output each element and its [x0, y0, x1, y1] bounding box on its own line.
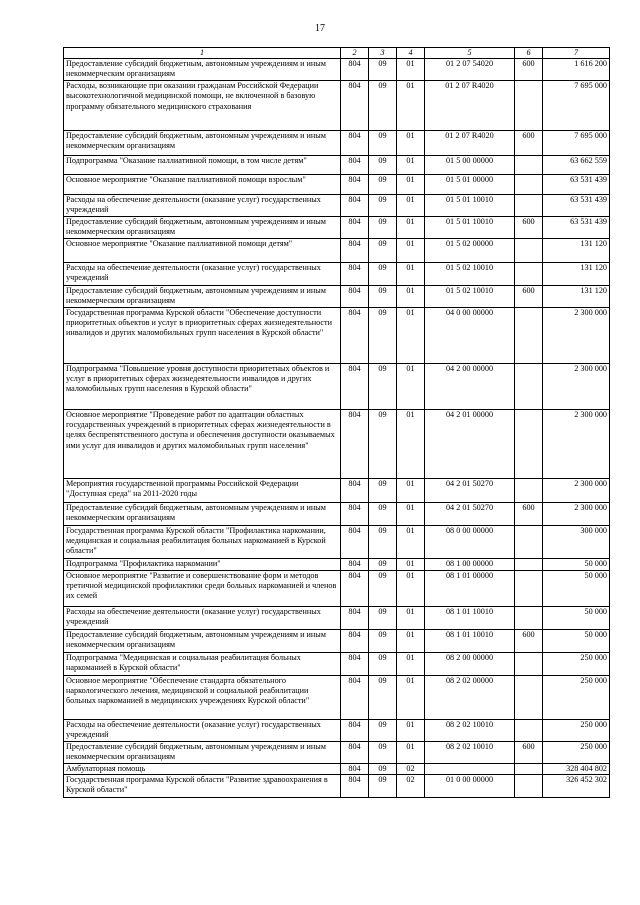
table-row — [64, 59, 610, 81]
column-header: 6 — [515, 48, 543, 59]
row-subsection: 01 — [397, 409, 425, 478]
row-ministry-code: 804 — [341, 719, 369, 741]
row-name: Предоставление субсидий бюджетным, автономным учреждениям и иным некоммерческим организациям — [64, 216, 341, 238]
row-ministry-code: 804 — [341, 174, 369, 194]
row-subsection: 01 — [397, 502, 425, 525]
row-subsection: 01 — [397, 285, 425, 307]
row-subsection: 01 — [397, 675, 425, 719]
row-section: 09 — [369, 59, 397, 81]
row-target-code — [425, 763, 515, 774]
row-ministry-code: 804 — [341, 558, 369, 570]
row-subsection: 01 — [397, 525, 425, 558]
row-expense-type — [515, 478, 543, 502]
row-amount: 63 662 559 — [543, 155, 610, 174]
row-name: Расходы на обеспечение деятельности (оказание услуг) государственных учреждений — [64, 262, 341, 285]
row-expense-type — [515, 570, 543, 606]
budget-table — [63, 47, 610, 798]
row-section: 09 — [369, 570, 397, 606]
row-section: 09 — [369, 502, 397, 525]
row-ministry-code: 804 — [341, 238, 369, 262]
table-row — [64, 262, 610, 285]
row-name: Основное мероприятие "Обеспечение стандарта обязательного наркологического лечения, медицинской и социальной реабилитации больных наркоманией в медицинских учреждениях Курской области" — [64, 675, 341, 719]
column-header: 1 — [64, 48, 341, 59]
table-row — [64, 763, 610, 774]
row-expense-type — [515, 194, 543, 216]
table-row — [64, 675, 610, 719]
row-target-code: 08 1 00 00000 — [425, 558, 515, 570]
row-expense-type — [515, 174, 543, 194]
row-amount: 131 120 — [543, 262, 610, 285]
row-section: 09 — [369, 719, 397, 741]
row-name: Государственная программа Курской области "Профилактика наркомании, медицинская и социальная реабилитация больных наркоманией в Курской области" — [64, 525, 341, 558]
row-ministry-code: 804 — [341, 216, 369, 238]
row-subsection: 01 — [397, 606, 425, 629]
row-expense-type — [515, 363, 543, 409]
row-name: Подпрограмма "Повышение уровня доступности приоритетных объектов и услуг в приоритетных сферах жизнедеятельности инвалидов и других маломобильных групп населения в Курской области" — [64, 363, 341, 409]
row-name: Предоставление субсидий бюджетным, автономным учреждениям и иным некоммерческим организациям — [64, 629, 341, 652]
row-expense-type — [515, 652, 543, 675]
row-target-code: 01 2 07 54020 — [425, 59, 515, 81]
row-ministry-code: 804 — [341, 130, 369, 155]
row-subsection: 01 — [397, 719, 425, 741]
row-target-code: 04 2 01 00000 — [425, 409, 515, 478]
table-row — [64, 409, 610, 478]
page-number: 17 — [315, 23, 325, 34]
row-amount: 250 000 — [543, 675, 610, 719]
row-amount: 7 695 000 — [543, 80, 610, 130]
row-name: Предоставление субсидий бюджетным, автономным учреждениям и иным некоммерческим организациям — [64, 502, 341, 525]
row-subsection: 01 — [397, 629, 425, 652]
row-ministry-code: 804 — [341, 763, 369, 774]
row-name: Расходы на обеспечение деятельности (оказание услуг) государственных учреждений — [64, 194, 341, 216]
row-target-code: 04 2 01 50270 — [425, 478, 515, 502]
row-ministry-code: 804 — [341, 478, 369, 502]
row-ministry-code: 804 — [341, 194, 369, 216]
row-subsection: 02 — [397, 763, 425, 774]
row-target-code: 01 2 07 R4020 — [425, 80, 515, 130]
row-amount: 2 300 000 — [543, 478, 610, 502]
table-row — [64, 238, 610, 262]
row-amount: 131 120 — [543, 285, 610, 307]
row-expense-type: 600 — [515, 130, 543, 155]
row-target-code: 04 2 01 50270 — [425, 502, 515, 525]
row-amount: 50 000 — [543, 558, 610, 570]
row-section: 09 — [369, 194, 397, 216]
row-name: Основное мероприятие "Проведение работ по адаптации областных государственных учреждений в приоритетных сферах жизнедеятельности в целях беспрепятственного доступа и обеспечения доступности оказываемых ими услуг для инвалидов и других маломобильных групп населения" — [64, 409, 341, 478]
row-expense-type: 600 — [515, 629, 543, 652]
row-amount: 2 300 000 — [543, 307, 610, 363]
row-name: Амбулаторная помощь — [64, 763, 341, 774]
row-name: Предоставление субсидий бюджетным, автономным учреждениям и иным некоммерческим организациям — [64, 59, 341, 81]
row-subsection: 01 — [397, 155, 425, 174]
column-header: 3 — [369, 48, 397, 59]
row-target-code: 01 5 01 10010 — [425, 216, 515, 238]
row-target-code: 04 2 00 00000 — [425, 363, 515, 409]
table-row — [64, 652, 610, 675]
row-subsection: 01 — [397, 478, 425, 502]
row-name: Подпрограмма "Профилактика наркомании" — [64, 558, 341, 570]
row-target-code: 01 5 00 00000 — [425, 155, 515, 174]
row-section: 09 — [369, 763, 397, 774]
row-ministry-code: 804 — [341, 262, 369, 285]
row-name: Подпрограмма "Медицинская и социальная реабилитация больных наркоманией в Курской области" — [64, 652, 341, 675]
row-section: 09 — [369, 652, 397, 675]
row-expense-type — [515, 80, 543, 130]
row-subsection: 01 — [397, 652, 425, 675]
row-section: 09 — [369, 262, 397, 285]
table-row — [64, 570, 610, 606]
column-header: 2 — [341, 48, 369, 59]
row-section: 09 — [369, 216, 397, 238]
row-target-code: 08 1 01 10010 — [425, 629, 515, 652]
table-row — [64, 155, 610, 174]
row-expense-type — [515, 409, 543, 478]
row-subsection: 01 — [397, 130, 425, 155]
table-row — [64, 363, 610, 409]
table-row — [64, 558, 610, 570]
row-target-code: 01 5 02 10010 — [425, 285, 515, 307]
row-name: Предоставление субсидий бюджетным, автономным учреждениям и иным некоммерческим организациям — [64, 741, 341, 763]
row-name: Расходы на обеспечение деятельности (оказание услуг) государственных учреждений — [64, 606, 341, 629]
row-target-code: 08 2 02 10010 — [425, 741, 515, 763]
row-target-code: 04 0 00 00000 — [425, 307, 515, 363]
row-name: Основное мероприятие "Оказание паллиативной помощи детям" — [64, 238, 341, 262]
row-ministry-code: 804 — [341, 59, 369, 81]
row-expense-type: 600 — [515, 741, 543, 763]
row-section: 09 — [369, 155, 397, 174]
row-amount: 63 531 439 — [543, 194, 610, 216]
row-section: 09 — [369, 363, 397, 409]
row-section: 09 — [369, 525, 397, 558]
row-ministry-code: 804 — [341, 307, 369, 363]
row-subsection: 01 — [397, 174, 425, 194]
row-section: 09 — [369, 675, 397, 719]
row-amount: 50 000 — [543, 606, 610, 629]
row-ministry-code: 804 — [341, 525, 369, 558]
row-name: Расходы, возникающие при оказании гражданам Российской Федерации высокотехнологичной медицинской помощи, не включенной в базовую программу обязательного медицинского страхования — [64, 80, 341, 130]
row-expense-type — [515, 238, 543, 262]
row-name: Основное мероприятие "Оказание паллиативной помощи взрослым" — [64, 174, 341, 194]
row-subsection: 01 — [397, 558, 425, 570]
row-ministry-code: 804 — [341, 652, 369, 675]
row-amount: 63 531 439 — [543, 174, 610, 194]
table-row — [64, 775, 610, 798]
row-ministry-code: 804 — [341, 80, 369, 130]
column-header: 4 — [397, 48, 425, 59]
row-expense-type: 600 — [515, 59, 543, 81]
row-expense-type — [515, 719, 543, 741]
row-subsection: 01 — [397, 307, 425, 363]
row-ministry-code: 804 — [341, 285, 369, 307]
row-name: Основное мероприятие "Развитие и совершенствование форм и методов третичной медицинской профилактики среди больных наркоманией и членов их семей — [64, 570, 341, 606]
column-header: 5 — [425, 48, 515, 59]
row-expense-type — [515, 525, 543, 558]
row-target-code: 08 2 00 00000 — [425, 652, 515, 675]
row-amount: 250 000 — [543, 719, 610, 741]
table-row — [64, 525, 610, 558]
table-row — [64, 606, 610, 629]
row-section: 09 — [369, 174, 397, 194]
row-name: Государственная программа Курской области "Обеспечение доступности приоритетных объектов и услуг в приоритетных сферах жизнедеятельности инвалидов и других маломобильных групп населения в Курской области" — [64, 307, 341, 363]
row-target-code: 08 1 01 00000 — [425, 570, 515, 606]
row-subsection: 01 — [397, 194, 425, 216]
row-amount: 300 000 — [543, 525, 610, 558]
row-name: Предоставление субсидий бюджетным, автономным учреждениям и иным некоммерческим организациям — [64, 285, 341, 307]
row-ministry-code: 804 — [341, 502, 369, 525]
row-amount: 2 300 000 — [543, 363, 610, 409]
table-row — [64, 130, 610, 155]
row-subsection: 01 — [397, 262, 425, 285]
row-amount: 328 404 802 — [543, 763, 610, 774]
row-target-code: 01 5 01 10010 — [425, 194, 515, 216]
table-row — [64, 741, 610, 763]
row-ministry-code: 804 — [341, 155, 369, 174]
row-target-code: 01 0 00 00000 — [425, 775, 515, 798]
column-header: 7 — [543, 48, 610, 59]
row-name: Государственная программа Курской области "Развитие здравоохранения в Курской области" — [64, 775, 341, 798]
row-section: 09 — [369, 80, 397, 130]
row-subsection: 01 — [397, 216, 425, 238]
row-section: 09 — [369, 629, 397, 652]
table-row — [64, 719, 610, 741]
row-expense-type — [515, 262, 543, 285]
table-row — [64, 629, 610, 652]
row-ministry-code: 804 — [341, 409, 369, 478]
row-expense-type: 600 — [515, 285, 543, 307]
row-target-code: 08 2 02 00000 — [425, 675, 515, 719]
row-section: 09 — [369, 238, 397, 262]
row-ministry-code: 804 — [341, 675, 369, 719]
row-amount: 2 300 000 — [543, 409, 610, 478]
row-subsection: 02 — [397, 775, 425, 798]
row-amount: 50 000 — [543, 570, 610, 606]
row-subsection: 01 — [397, 80, 425, 130]
row-section: 09 — [369, 775, 397, 798]
row-amount: 131 120 — [543, 238, 610, 262]
table-row — [64, 216, 610, 238]
row-expense-type — [515, 155, 543, 174]
row-name: Мероприятия государственной программы Российской Федерации "Доступная среда" на 2011-2020 годы — [64, 478, 341, 502]
row-subsection: 01 — [397, 363, 425, 409]
row-expense-type — [515, 775, 543, 798]
row-expense-type — [515, 606, 543, 629]
row-amount: 250 000 — [543, 741, 610, 763]
row-expense-type — [515, 675, 543, 719]
row-expense-type — [515, 558, 543, 570]
row-section: 09 — [369, 307, 397, 363]
row-target-code: 01 5 02 10010 — [425, 262, 515, 285]
row-amount: 50 000 — [543, 629, 610, 652]
row-target-code: 08 1 01 10010 — [425, 606, 515, 629]
row-subsection: 01 — [397, 741, 425, 763]
row-ministry-code: 804 — [341, 606, 369, 629]
row-target-code: 01 5 02 00000 — [425, 238, 515, 262]
row-ministry-code: 804 — [341, 741, 369, 763]
table-row — [64, 194, 610, 216]
row-subsection: 01 — [397, 238, 425, 262]
row-subsection: 01 — [397, 59, 425, 81]
row-amount: 326 452 302 — [543, 775, 610, 798]
row-section: 09 — [369, 478, 397, 502]
row-section: 09 — [369, 606, 397, 629]
row-ministry-code: 804 — [341, 363, 369, 409]
row-expense-type: 600 — [515, 502, 543, 525]
row-name: Подпрограмма "Оказание паллиативной помощи, в том числе детям" — [64, 155, 341, 174]
table-row — [64, 502, 610, 525]
row-amount: 1 616 200 — [543, 59, 610, 81]
row-target-code: 01 2 07 R4020 — [425, 130, 515, 155]
row-name: Расходы на обеспечение деятельности (оказание услуг) государственных учреждений — [64, 719, 341, 741]
row-expense-type — [515, 763, 543, 774]
table-row — [64, 174, 610, 194]
row-section: 09 — [369, 285, 397, 307]
row-name: Предоставление субсидий бюджетным, автономным учреждениям и иным некоммерческим организациям — [64, 130, 341, 155]
table-row — [64, 80, 610, 130]
row-section: 09 — [369, 741, 397, 763]
table-row — [64, 307, 610, 363]
table-row — [64, 285, 610, 307]
row-ministry-code: 804 — [341, 775, 369, 798]
row-expense-type — [515, 307, 543, 363]
row-amount: 7 695 000 — [543, 130, 610, 155]
row-section: 09 — [369, 409, 397, 478]
table-header-row — [64, 48, 610, 59]
row-amount: 250 000 — [543, 652, 610, 675]
row-subsection: 01 — [397, 570, 425, 606]
row-section: 09 — [369, 558, 397, 570]
row-amount: 63 531 439 — [543, 216, 610, 238]
row-ministry-code: 804 — [341, 570, 369, 606]
row-target-code: 08 2 02 10010 — [425, 719, 515, 741]
row-amount: 2 300 000 — [543, 502, 610, 525]
row-section: 09 — [369, 130, 397, 155]
table-row — [64, 478, 610, 502]
row-target-code: 01 5 01 00000 — [425, 174, 515, 194]
row-ministry-code: 804 — [341, 629, 369, 652]
row-target-code: 08 0 00 00000 — [425, 525, 515, 558]
row-expense-type: 600 — [515, 216, 543, 238]
